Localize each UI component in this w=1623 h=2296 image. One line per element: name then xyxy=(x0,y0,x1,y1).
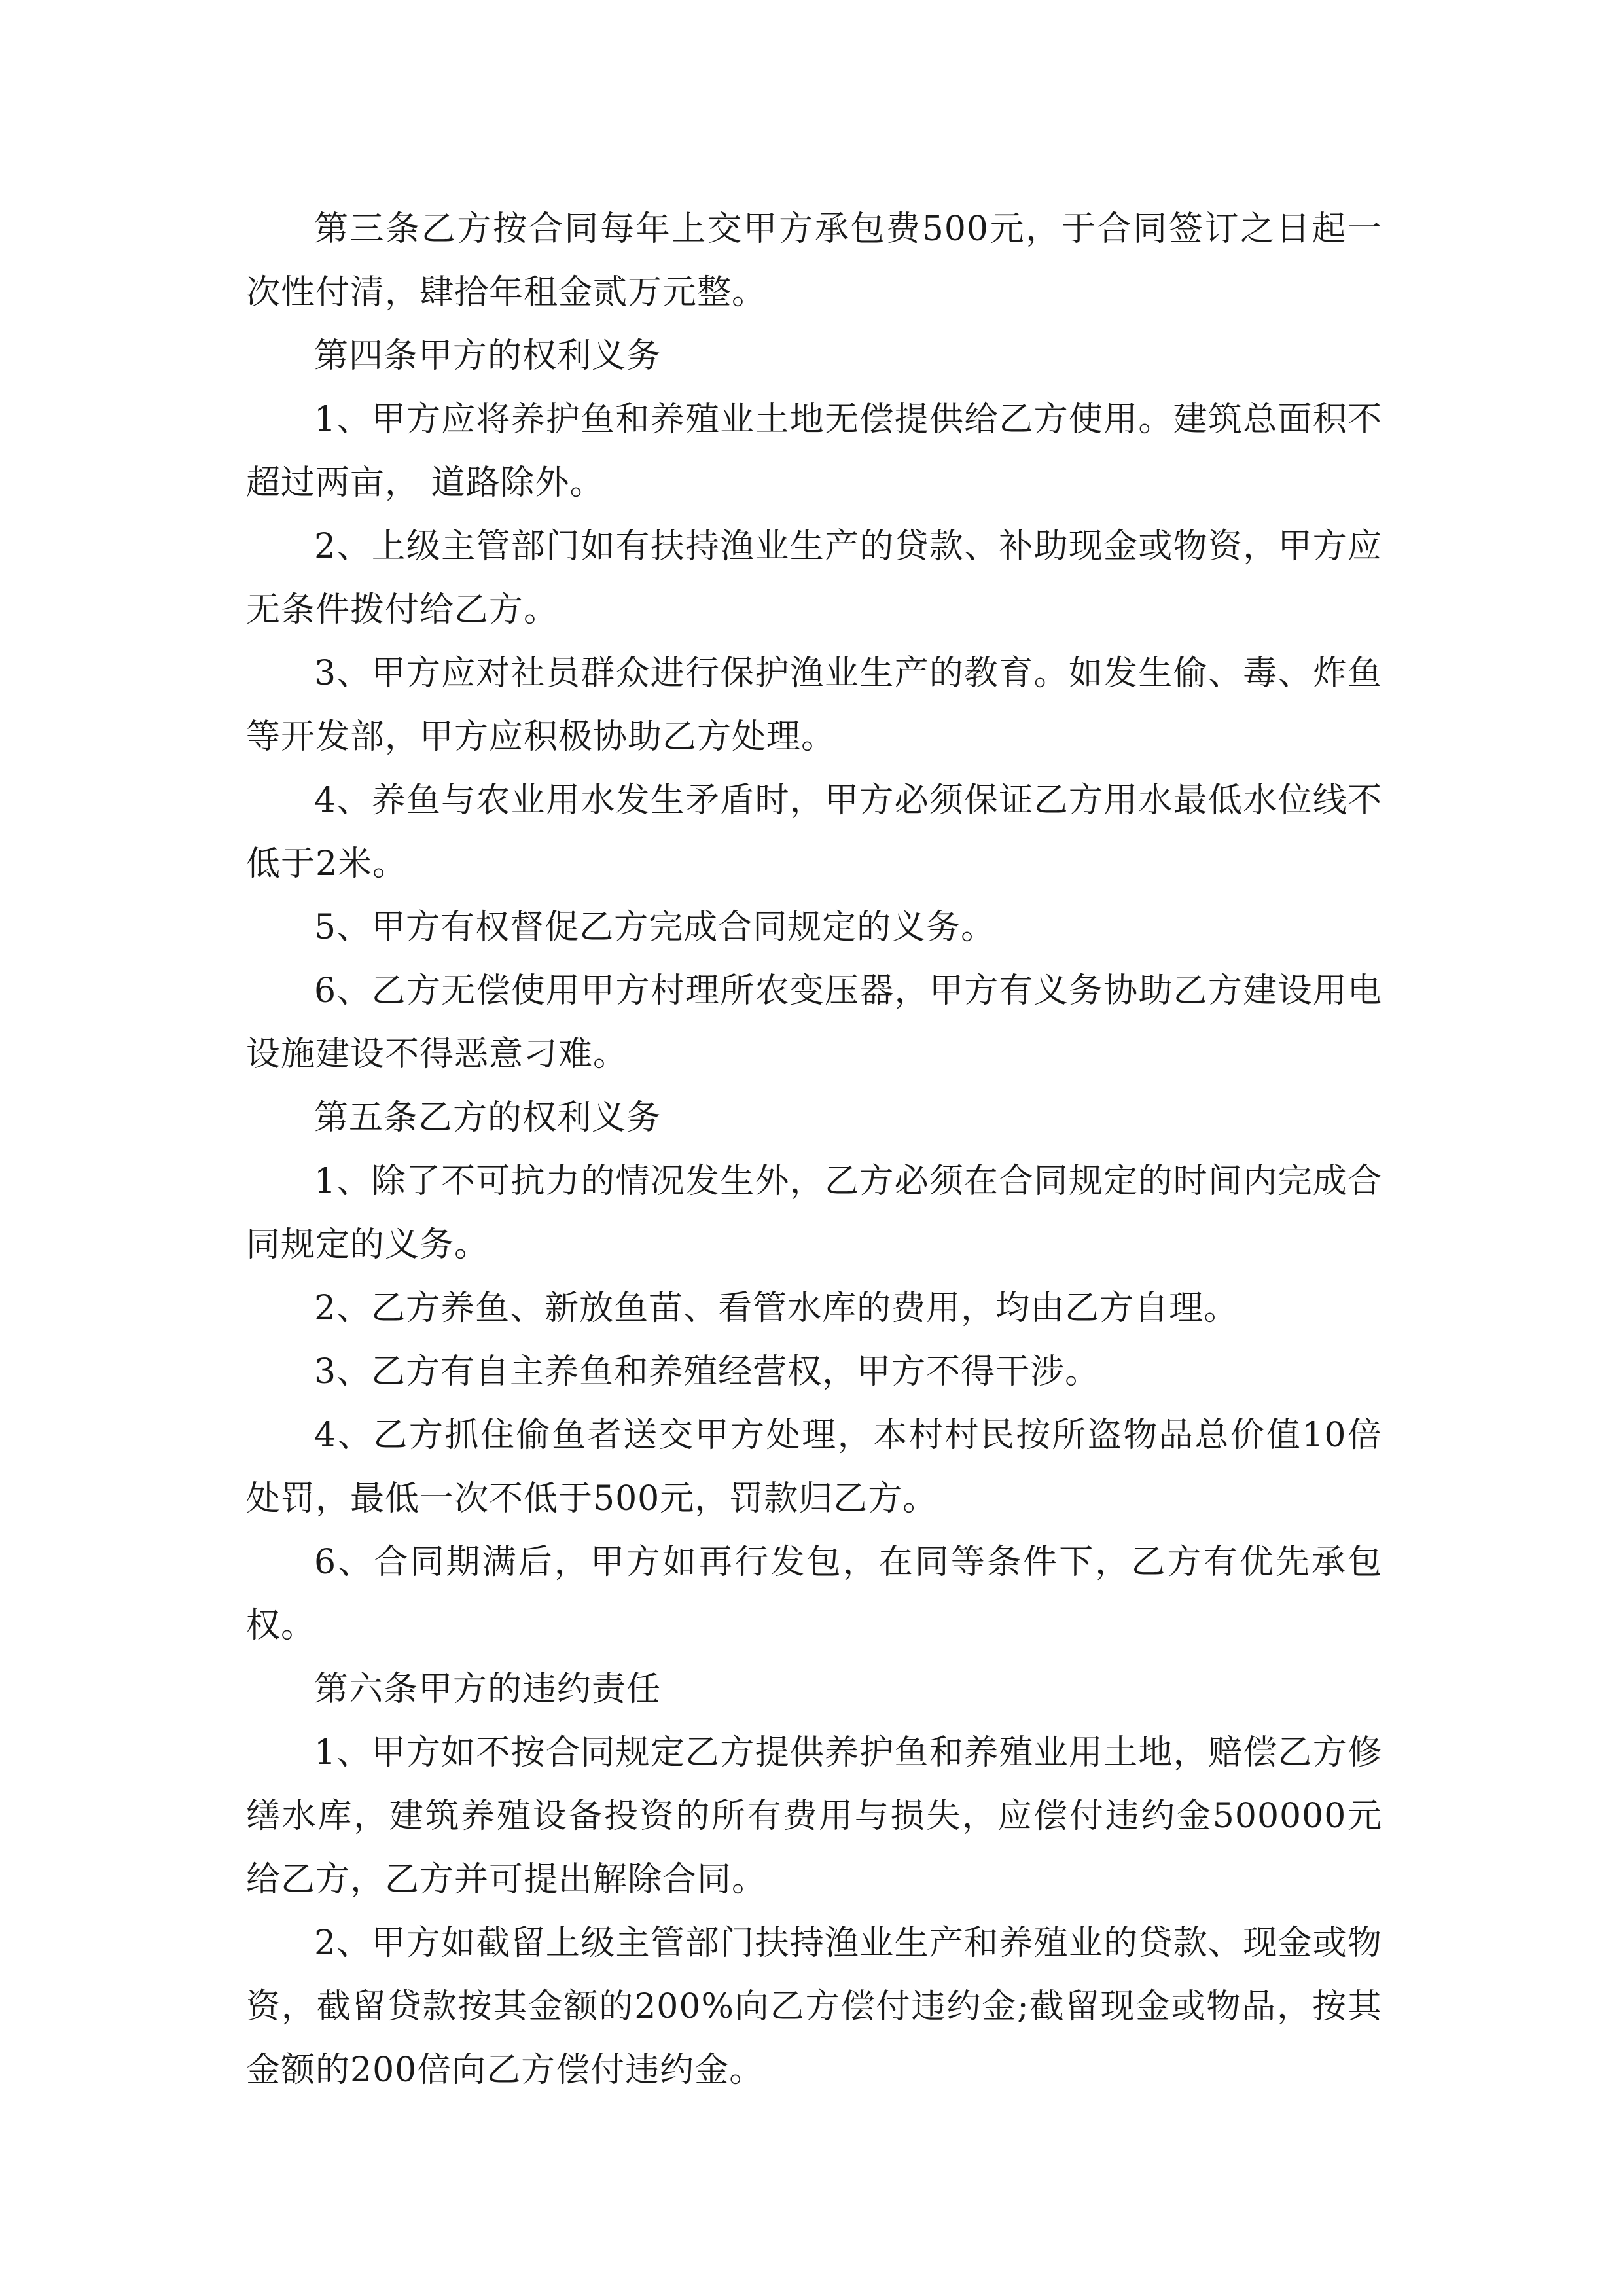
paragraph-article-3: 第三条乙方按合同每年上交甲方承包费500元，于合同签订之日起一次性付清，肆拾年租金贰万元整。 xyxy=(246,209,1382,312)
paragraph-article-5-item-2: 2、乙方养鱼、新放鱼苗、看管水库的费用，均由乙方自理。 xyxy=(314,1289,1239,1328)
heading-article-6: 第六条甲方的违约责任 xyxy=(314,1670,662,1709)
paragraph-article-5-item-1: 1、除了不可抗力的情况发生外，乙方必须在合同规定的时间内完成合同规定的义务。 xyxy=(246,1162,1382,1265)
paragraph-article-4-item-5: 5、甲方有权督促乙方完成合同规定的义务。 xyxy=(314,908,996,947)
heading-article-5: 第五条乙方的权利义务 xyxy=(314,1098,662,1138)
document-body xyxy=(246,198,1382,2102)
paragraph-article-4-item-6: 6、乙方无偿使用甲方村理所农变压器，甲方有义务协助乙方建设用电设施建设不得恶意刁难。 xyxy=(246,971,1382,1074)
paragraph-article-4-item-4: 4、养鱼与农业用水发生矛盾时，甲方必须保证乙方用水最低水位线不低于2米。 xyxy=(246,781,1382,884)
heading-article-4: 第四条甲方的权利义务 xyxy=(314,336,662,376)
paragraph-article-5-item-4: 4、乙方抓住偷鱼者送交甲方处理，本村村民按所盗物品总价值10倍处罚，最低一次不低于500元，罚款归乙方。 xyxy=(246,1416,1382,1518)
paragraph-article-5-item-3: 3、乙方有自主养鱼和养殖经营权，甲方不得干涉。 xyxy=(314,1352,1100,1391)
paragraph-article-6-item-2: 2、甲方如截留上级主管部门扶持渔业生产和养殖业的贷款、现金或物资，截留贷款按其金额的200%向乙方偿付违约金;截留现金或物品，按其金额的200倍向乙方偿付违约金。 xyxy=(246,1924,1382,2090)
paragraph-article-4-item-2: 2、上级主管部门如有扶持渔业生产的贷款、补助现金或物资，甲方应无条件拨付给乙方。 xyxy=(246,527,1382,630)
paragraph-article-4-item-3: 3、甲方应对社员群众进行保护渔业生产的教育。如发生偷、毒、炸鱼等开发部，甲方应积极协助乙方处理。 xyxy=(246,654,1382,757)
paragraph-article-4-item-1: 1、甲方应将养护鱼和养殖业土地无偿提供给乙方使用。建筑总面积不超过两亩， 道路除外。 xyxy=(246,400,1382,503)
paragraph-article-6-item-1: 1、甲方如不按合同规定乙方提供养护鱼和养殖业用土地，赔偿乙方修缮水库，建筑养殖设备投资的所有费用与损失，应偿付违约金500000元给乙方，乙方并可提出解除合同。 xyxy=(246,1733,1382,1899)
paragraph-article-5-item-6: 6、合同期满后，甲方如再行发包，在同等条件下，乙方有优先承包权。 xyxy=(246,1543,1382,1645)
